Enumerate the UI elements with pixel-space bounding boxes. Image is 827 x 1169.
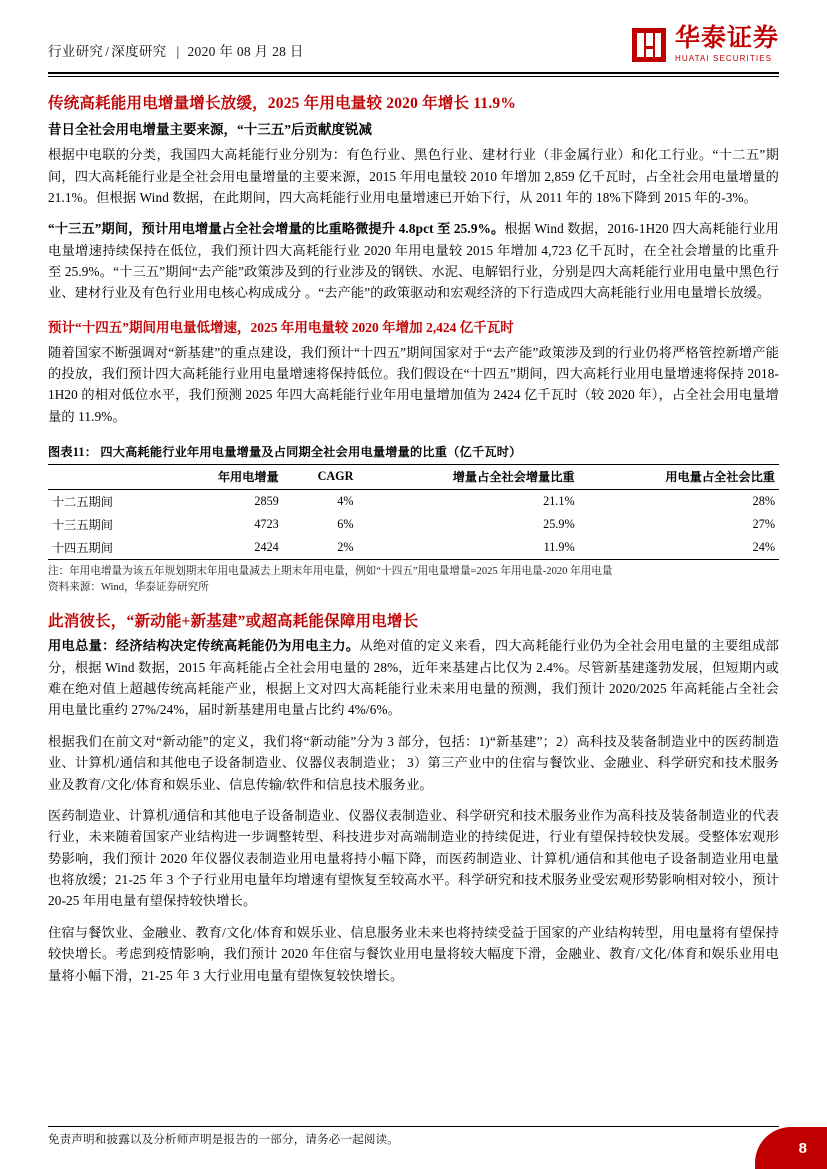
- figure-title: 图表11： 四大高耗能行业年用电量增量及占同期全社会用电量增量的比重（亿千瓦时）: [48, 445, 522, 460]
- brand-logo: [632, 26, 779, 63]
- cell-label: 十四五期间: [48, 536, 165, 560]
- page-number-badge: [755, 1127, 827, 1169]
- figure-source: 资料来源：Wind，华泰证券研究所: [48, 582, 209, 594]
- header-rule-thin: [48, 76, 779, 77]
- cell-increment: 4723: [254, 517, 279, 532]
- header-category: 行业研究: [48, 44, 104, 59]
- cell-cagr: 4%: [337, 494, 354, 509]
- column-header-cagr: CAGR: [283, 465, 358, 490]
- logo-text-en: HUATAI SECURITIES: [674, 54, 773, 63]
- page-header: [48, 0, 779, 74]
- table-row: [48, 536, 779, 560]
- header-divider: |: [176, 44, 180, 59]
- cell-share-total: 27%: [752, 517, 775, 532]
- header-date: 2020 年 08 月 28 日: [187, 44, 304, 59]
- paragraph-1: 根据中电联的分类，我国四大高耗能行业分别为：有色行业、黑色行业、建材行业（非金属行业）和化工行业。“十二五”期间，四大高耗能行业是全社会用电量增量的主要来源，2015 年用电量较 2010 年增加 2,859 亿千瓦时，占全社会用电量增量的 21.1%。但根据 Wind 数据，在此期间，四大高耗能行业用电量增速已开始下行，从 2011 年的 18%下降到 2015 年的-3%。: [48, 147, 779, 205]
- header-subcategory: 深度研究: [111, 44, 167, 59]
- paragraph-7: 住宿与餐饮业、金融业、教育/文化/体育和娱乐业、信息服务业未来也将持续受益于国家的产业结构转型，用电量将有望保持较快增长。考虑到疫情影响，我们预计 2020 年住宿与餐饮业用电量将较大幅度下滑，金融业、教育/文化/体育和娱乐业用电量将小幅下滑，21-25 年 3 大行业用电量有望恢复较快增长。: [48, 924, 779, 983]
- cell-cagr: 6%: [337, 517, 354, 532]
- cell-share-increment: 21.1%: [543, 494, 575, 509]
- table-row: [48, 513, 779, 536]
- page-number: 8: [798, 1140, 807, 1157]
- logo-text-cn: 华泰证券: [674, 25, 779, 52]
- paragraph-2: [48, 218, 779, 304]
- paragraph-6: 医药制造业、计算机/通信和其他电子设备制造业、仪器仪表制造业、科学研究和技术服务业作为高科技及装备制造业的代表行业，未来随着国家产业结构进一步调整转型、科技进步对高端制造业的持续促进，行业有望保持较快发展。受整体宏观形势影响，我们预计 2020 年仪器仪表制造业用电量将持小幅下降，而医药制造业、计算机/通信和其他电子设备制造业用电量也将放缓；21-25 年 3 个子行业用电量年均增速有望恢复至较高水平。科学研究和技术服务业受宏观形势影响相对较小，预计 20-25 年用电量有望保持较快增长。: [48, 807, 779, 909]
- cell-label: 十二五期间: [52, 495, 113, 510]
- section-heading-1: 传统高耗能用电增量增长放缓，2025 年用电量较 2020 年增长 11.9%: [48, 95, 517, 112]
- column-header-label: [48, 465, 165, 490]
- column-header-increment: 年用电增量: [165, 465, 282, 490]
- huatai-logo-icon: [632, 28, 666, 62]
- cell-share-total: 24%: [579, 536, 779, 560]
- cell-share-total: 28%: [752, 494, 775, 509]
- paragraph-4-lead: 用电总量：经济结构决定传统高耗能仍为用电主力。: [48, 638, 360, 654]
- figure-table: [48, 464, 779, 560]
- paragraph-4-text: 从绝对值的定义来看，四大高耗能行业仍为全社会用电量的主要组成部分，根据 Wind 数据，2015 年高耗能占全社会用电量的 28%，近年来基建占比仅为 2.4%。尽管新基建蓬勃发展，但短期内或难在绝对值上超越传统高耗能产业，根据上文对四大高耗能行业未来用电量的预测，我们预计 2020/2025 年高耗能占全社会用电量比重约 27%/24%，届时新基建用电量占比约 4%/6%。: [48, 638, 779, 718]
- header-rule-thick: [48, 72, 779, 74]
- paragraph-5: 根据我们在前文对“新动能”的定义，我们将“新动能”分为 3 部分，包括：1)“新基建”；2）高科技及装备制造业中的医药制造业、计算机/通信和其他电子设备制造业、仪器仪表制造业； 3）第三产业中的住宿与餐饮业、金融业、科学研究和技术服务业及教育/文化/体育和娱乐业、信息传输/软件和信息技术服务业。: [48, 733, 779, 792]
- cell-label: 十三五期间: [52, 518, 113, 533]
- subheading-1: 昔日全社会用电增量主要来源，“十三五”后贡献度锐减: [48, 122, 372, 138]
- cell-share-increment: 25.9%: [543, 517, 575, 532]
- document-body: [48, 92, 779, 986]
- header-separator: /: [105, 44, 110, 59]
- paragraph-2-text: 根据 Wind 数据，2016-1H20 四大高耗能行业用电量增速持续保持在低位，我们预计四大高耗能行业 2020 年用电量较 2015 年增加 4,723 亿千瓦时，在全社会增量的比重升至 25.9%。“十三五”期间“去产能”政策涉及到的行业涉及的钢铁、水泥、电解铝行业，分别是四大高耗能行业用电量中黑色行业、建材行业及有色行业用电核心构成成分 。“去产能”的政策驱动和宏观经济的下行造成四大高耗能行业用电量增长放缓。: [48, 221, 779, 301]
- cell-share-increment: 11.9%: [357, 536, 578, 560]
- table-header-row: [48, 465, 779, 490]
- cell-cagr: 2%: [283, 536, 358, 560]
- paragraph-2-lead: “十三五”期间，预计用电增量占全社会增量的比重略微提升 4.8pct 至 25.9%。: [48, 221, 505, 237]
- table-row: [48, 490, 779, 514]
- figure-note: 注：年用电增量为该五年规划期末年用电量减去上期末年用电量，例如“十四五”用电量增量=2025 年用电量-2020 年用电量: [48, 566, 613, 578]
- subheading-2: 预计“十四五”期间用电量低增速，2025 年用电量较 2020 年增加 2,424 亿千瓦时: [48, 319, 514, 335]
- column-header-share-total: 用电量占全社会比重: [579, 465, 779, 490]
- header-breadcrumb: [48, 40, 304, 60]
- cell-increment: 2859: [254, 494, 279, 509]
- footer-disclaimer: 免责声明和披露以及分析师声明是报告的一部分，请务必一起阅读。: [48, 1134, 399, 1146]
- cell-increment: 2424: [165, 536, 282, 560]
- column-header-share-increment: 增量占全社会增量比重: [357, 465, 578, 490]
- section-heading-2: 此消彼长，“新动能+新基建”或超高耗能保障用电增长: [48, 613, 419, 630]
- paragraph-3: 随着国家不断强调对“新基建”的重点建设，我们预计“十四五”期间国家对于“去产能”政策涉及到的行业仍将严格管控新增产能的投放，我们预计四大高耗能行业用电量增速将保持低位。我们假设在“十四五”期间，四大高耗行业用电量增速将保持 2018-1H20 的相对低位水平，我们预测 2025 年四大高耗能行业年用电量增加值为 2424 亿千瓦时（较 2020 年），占全社会用电量增量的 11.9%。: [48, 344, 779, 424]
- figure-11: [48, 443, 779, 596]
- footer-rule: [48, 1126, 779, 1127]
- paragraph-4: [48, 635, 779, 721]
